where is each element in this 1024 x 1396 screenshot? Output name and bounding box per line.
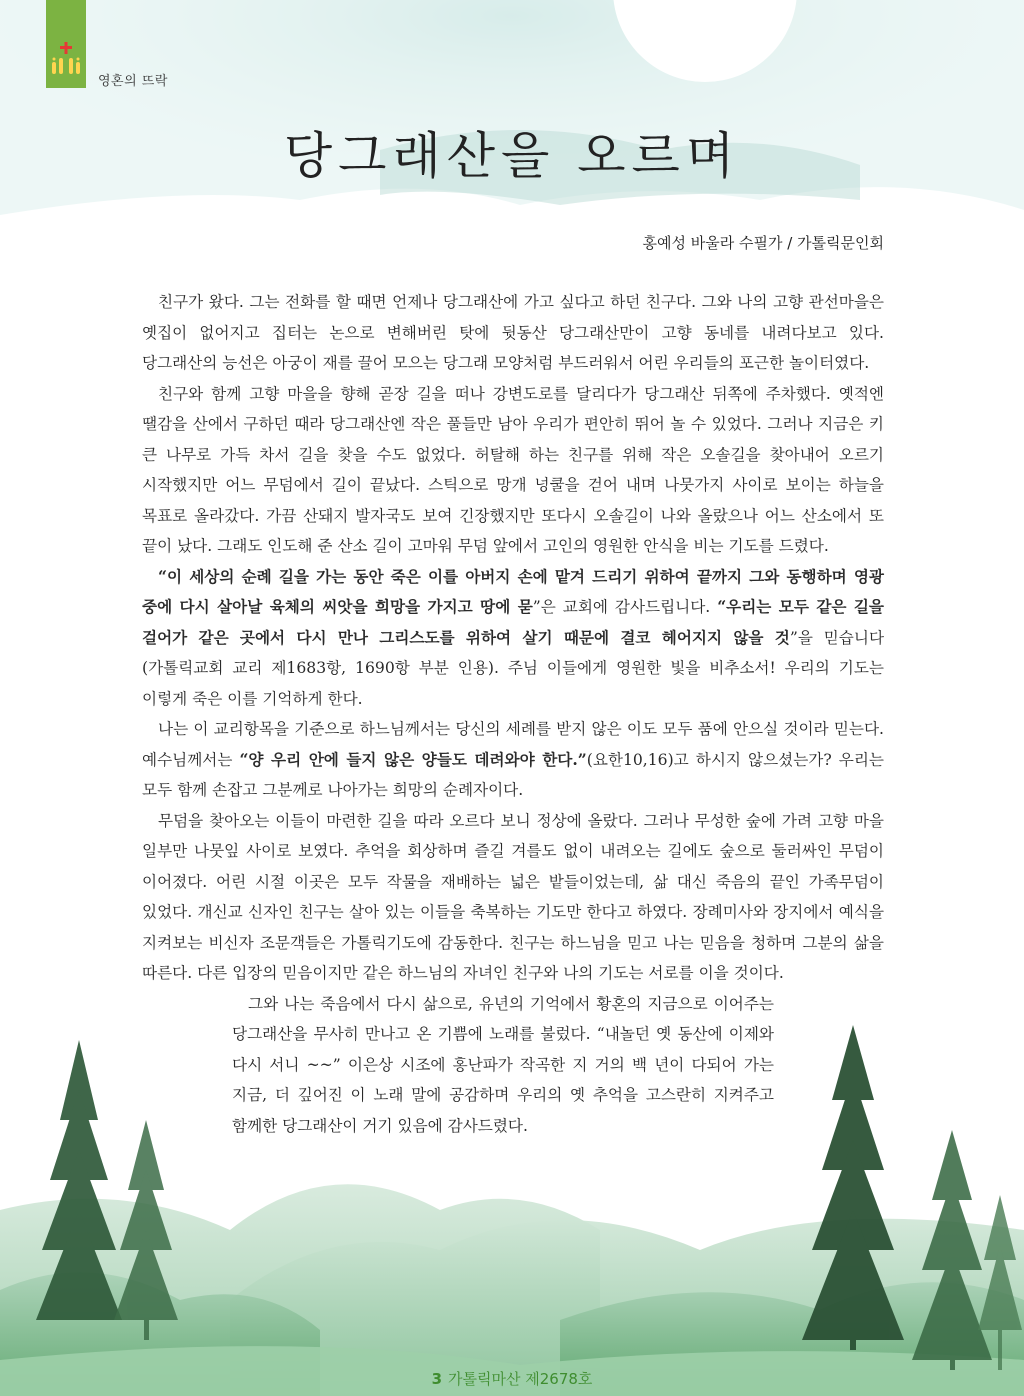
paragraph-4-text-2: (요한10,16)고 하시지 않으셨는가? 우리는 모두 함께 손잡고 그분께로 나아가는 희망의 순례자이다. bbox=[142, 750, 884, 799]
section-label: 영혼의 뜨락 bbox=[98, 74, 168, 89]
author-byline: 홍예성 바울라 수필가 / 가톨릭문인회 bbox=[642, 234, 884, 252]
paragraph-3-text-1: ”은 교회에 감사드립니다. bbox=[532, 598, 718, 616]
section-tag bbox=[46, 0, 86, 88]
quote-catechism-1: “이 세상의 순례 길을 가는 동안 죽은 이를 아버지 손에 맡겨 드리기 위하여 끝까지 그와 동행하며 영광 중에 다시 살아날 육체의 씨앗을 희망을 가지고 땅에 묻 bbox=[142, 566, 884, 616]
page-number: 3 bbox=[431, 1370, 443, 1388]
paragraph-1: 친구가 왔다. 그는 전화를 할 때면 언제나 당그래산에 가고 싶다고 하던 친구다. 그와 나의 고향 관선마을은 옛집이 없어지고 집터는 논으로 변해버린 탓에 뒷동산 당그래산만이 고향 동네를 내려다보고 있다. 당그래산의 능선은 아궁이 재를 끌어 모으는 당그래 모양처럼 부드러워서 어린 우리들의 포근한 놀이터였다. bbox=[142, 293, 884, 372]
paragraph-6: 그와 나는 죽음에서 다시 삶으로, 유년의 기억에서 황혼의 지금으로 이어주는 당그래산을 무사히 만나고 온 기쁨에 노래를 불렀다. “내놀던 옛 동산에 이제와 다시 서니 ~~” 이은상 시조에 홍난파가 작곡한 지 거의 백 년이 다되어 가는 지금, 더 깊어진 이 노래 말에 공감하며 우리의 옛 추억을 고스란히 지켜주고 함께한 당그래산이 거기 있음에 감사드렸다. bbox=[232, 994, 774, 1135]
paragraph-4-text-1: 나는 이 교리항목을 기준으로 하느님께서는 당신의 세례를 받지 않은 이도 모두 품에 안으실 것이라 믿는다. 예수님께서는 bbox=[142, 720, 884, 769]
quote-john: “양 우리 안에 들지 않은 양들도 데려와야 한다.” bbox=[239, 749, 587, 769]
paragraph-3-text-2: ”을 믿습니다(가톨릭교회 교리 제1683항, 1690항 부분 인용). 주님 이들에게 영원한 빛을 비추소서! 우리의 기도는 이렇게 죽은 이를 기억하게 한다. bbox=[142, 628, 885, 708]
paragraph-5-line-1: 무덤을 찾아오는 이들이 마련한 길을 따라 오르다 보니 정상에 올랐다. 그러나 무성한 숲에 가려 고향 마을 일부만 나뭇잎 사이로 보였다. 추억을 회상하며 즐길 겨를도 없이 내려오는 길에도 숲으로 둘러싸인 무덤이 이어졌다. 어린 시절 이곳은 모두 작물을 재배하는 넓은 밭들이었는데, 삶 대신 죽음의 끝인 가족무덤이 있었다. bbox=[142, 811, 884, 921]
paragraph-5-line-2: 개신교 신자인 친구는 살아 있는 이들을 축복하는 기도만 한다고 하였다. 장례미사와 장지에서 예식을 지켜보는 비신자 조문객들은 가톨릭기도에 감동한다. 친구는 하느님을 믿고 나는 믿음을 청하며 그분의 삶을 따른다. 다른 입장의 믿음이지만 같은 하느님의 자녀인 친구와 나의 기도는 서로를 이을 것이다. bbox=[142, 903, 885, 982]
quote-catechism-2: “우리는 모두 같은 길을 걸어가 같은 곳에서 다시 만나 그리스도를 위하여 살기 때문에 결코 헤어지지 않을 것 bbox=[142, 597, 884, 647]
publication-name: 가톨릭마산 제2678호 bbox=[448, 1370, 593, 1388]
paragraph-3 bbox=[142, 562, 884, 715]
paragraph-4 bbox=[142, 714, 884, 806]
article-title: 당그래산을 오르며 bbox=[283, 127, 741, 185]
cross-candles-icon bbox=[46, 40, 86, 80]
paragraph-2: 친구와 함께 고향 마을을 향해 곧장 길을 떠나 강변도로를 달리다가 당그래산 뒤쪽에 주차했다. 옛적엔 땔감을 산에서 구하던 때라 당그래산엔 작은 풀들만 남아 우리가 편안히 뛰어 놀 수 있었다. 그러나 지금은 키 큰 나무로 가득 차서 길을 찾을 수도 없었다. 허탈해 하는 친구를 위해 작은 오솔길을 찾아내어 오르기 시작했지만 어느 무덤에서 길이 끝났다. 스틱으로 망개 넝쿨을 걷어 내며 나뭇가지 사이로 보이는 하늘을 목표로 올라갔다. 가끔 산돼지 발자국도 보여 긴장했지만 또다시 오솔길이 나와 올랐으나 어느 산소에서 또 끝이 났다. 그래도 인도해 준 산소 길이 고마워 무덤 앞에서 고인의 영원한 안식을 비는 기도를 드렸다. bbox=[142, 384, 884, 555]
page-footer bbox=[0, 1368, 1024, 1389]
article-body bbox=[142, 287, 884, 1141]
paragraph-5 bbox=[142, 806, 884, 989]
